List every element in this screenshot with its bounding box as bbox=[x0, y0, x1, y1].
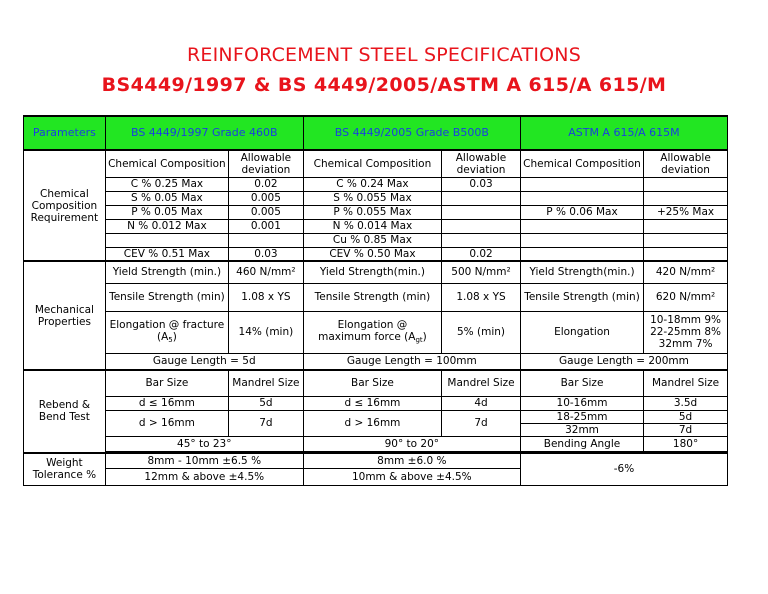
gauge-length-2: Gauge Length = 100mm bbox=[303, 353, 520, 370]
header-bs4449-2005: BS 4449/2005 Grade B500B bbox=[303, 116, 520, 150]
section-rebend: Rebend & Bend Test bbox=[24, 370, 106, 453]
elongation-value-3-line: 32mm 7% bbox=[658, 338, 713, 350]
table-cell: CEV % 0.50 Max bbox=[303, 247, 441, 261]
table-cell: 18-25mm bbox=[520, 410, 643, 423]
elongation-label-2 bbox=[303, 311, 441, 353]
table-cell bbox=[442, 219, 521, 233]
table-header-row bbox=[24, 116, 728, 150]
table-cell: 10-16mm bbox=[520, 396, 643, 410]
table-cell: 0.03 bbox=[442, 177, 521, 191]
section-mechanical: Mechanical Properties bbox=[24, 261, 106, 370]
bending-angle-label: Bending Angle bbox=[520, 436, 643, 451]
table-cell: Cu % 0.85 Max bbox=[303, 233, 441, 247]
table-cell: N % 0.012 Max bbox=[105, 219, 228, 233]
table-cell: 7d bbox=[229, 410, 304, 436]
bar-size-heading-2: Bar Size bbox=[303, 370, 441, 396]
elongation-value-3-line: 22-25mm 8% bbox=[650, 326, 722, 338]
weight-tolerance-2b: 10mm & above ±4.5% bbox=[303, 469, 520, 486]
title-line-1: REINFORCEMENT STEEL SPECIFICATIONS bbox=[187, 44, 581, 66]
table-cell: S % 0.055 Max bbox=[303, 191, 441, 205]
table-cell bbox=[520, 233, 643, 247]
table-row bbox=[24, 177, 728, 191]
elongation-symbol-open: maximum force (A bbox=[318, 330, 416, 343]
yield-strength-label-1: Yield Strength (min.) bbox=[105, 261, 228, 283]
table-row bbox=[24, 191, 728, 205]
elongation-value-3-line: 10-18mm 9% bbox=[650, 314, 722, 326]
table-row bbox=[24, 233, 728, 247]
gauge-length-1: Gauge Length = 5d bbox=[105, 353, 303, 370]
bar-size-heading-1: Bar Size bbox=[105, 370, 228, 396]
tensile-strength-value-2: 1.08 x YS bbox=[442, 283, 521, 311]
table-row bbox=[24, 205, 728, 219]
table-cell: 7d bbox=[442, 410, 521, 436]
table-row bbox=[24, 219, 728, 233]
table-cell: 0.02 bbox=[442, 247, 521, 261]
col-heading-deviation-2: Allowable deviation bbox=[442, 150, 521, 177]
elongation-value-3 bbox=[644, 311, 728, 353]
table-cell: 0.005 bbox=[229, 191, 304, 205]
col-heading-chemical-2: Chemical Composition bbox=[303, 150, 441, 177]
section-chemical: Chemical Composition Requirement bbox=[24, 150, 106, 261]
table-cell: C % 0.25 Max bbox=[105, 177, 228, 191]
mandrel-size-heading-1: Mandrel Size bbox=[229, 370, 304, 396]
table-cell bbox=[644, 247, 728, 261]
table-row bbox=[24, 247, 728, 261]
elongation-symbol-close: ) bbox=[172, 330, 177, 343]
table-cell: P % 0.05 Max bbox=[105, 205, 228, 219]
table-cell bbox=[644, 219, 728, 233]
table-cell: CEV % 0.51 Max bbox=[105, 247, 228, 261]
weight-tolerance-2a: 8mm ±6.0 % bbox=[303, 453, 520, 469]
table-cell bbox=[520, 191, 643, 205]
table-cell: 3.5d bbox=[644, 396, 728, 410]
table-row bbox=[24, 353, 728, 370]
table-row bbox=[24, 370, 728, 396]
table-cell: P % 0.06 Max bbox=[520, 205, 643, 219]
title-line-2: BS4449/1997 & BS 4449/2005/ASTM A 615/A 615/M bbox=[101, 74, 667, 96]
table-cell: d > 16mm bbox=[303, 410, 441, 436]
bend-angle-2: 90° to 20° bbox=[303, 436, 520, 451]
header-astm-a615: ASTM A 615/A 615M bbox=[520, 116, 727, 150]
col-heading-chemical-3: Chemical Composition bbox=[520, 150, 643, 177]
mandrel-size-heading-3: Mandrel Size bbox=[644, 370, 728, 396]
table-row bbox=[24, 453, 728, 469]
specifications-table bbox=[23, 115, 728, 486]
table-cell: C % 0.24 Max bbox=[303, 177, 441, 191]
col-heading-deviation-1: Allowable deviation bbox=[229, 150, 304, 177]
table-cell bbox=[520, 247, 643, 261]
yield-strength-label-2: Yield Strength(min.) bbox=[303, 261, 441, 283]
col-heading-deviation-3: Allowable deviation bbox=[644, 150, 728, 177]
table-row bbox=[24, 261, 728, 283]
tensile-strength-value-3: 620 N/mm² bbox=[644, 283, 728, 311]
table-row bbox=[24, 150, 728, 177]
header-parameters: Parameters bbox=[24, 116, 106, 150]
table-cell: 0.02 bbox=[229, 177, 304, 191]
table-cell: P % 0.055 Max bbox=[303, 205, 441, 219]
weight-tolerance-1a: 8mm - 10mm ±6.5 % bbox=[105, 453, 303, 469]
col-heading-chemical-1: Chemical Composition bbox=[105, 150, 228, 177]
table-cell: 5d bbox=[229, 396, 304, 410]
yield-strength-value-2: 500 N/mm² bbox=[442, 261, 521, 283]
header-bs4449-1997: BS 4449/1997 Grade 460B bbox=[105, 116, 303, 150]
elongation-label-1 bbox=[105, 311, 228, 353]
gauge-length-3: Gauge Length = 200mm bbox=[520, 353, 727, 370]
table-cell bbox=[442, 205, 521, 219]
table-cell bbox=[644, 191, 728, 205]
table-cell: 5d bbox=[644, 410, 728, 423]
table-cell: 0.03 bbox=[229, 247, 304, 261]
elongation-label-1-text: Elongation @ fracture bbox=[109, 318, 225, 331]
table-cell bbox=[229, 233, 304, 247]
table-cell: d > 16mm bbox=[105, 410, 228, 436]
elongation-value-2: 5% (min) bbox=[442, 311, 521, 353]
tensile-strength-label-1: Tensile Strength (min) bbox=[105, 283, 228, 311]
table-cell bbox=[442, 191, 521, 205]
bending-angle-value: 180° bbox=[644, 436, 728, 451]
table-cell: 0.005 bbox=[229, 205, 304, 219]
elongation-value-1: 14% (min) bbox=[229, 311, 304, 353]
table-cell: 0.001 bbox=[229, 219, 304, 233]
table-cell bbox=[105, 233, 228, 247]
yield-strength-value-3: 420 N/mm² bbox=[644, 261, 728, 283]
tensile-strength-label-3: Tensile Strength (min) bbox=[520, 283, 643, 311]
table-row bbox=[24, 311, 728, 353]
bend-angle-1: 45° to 23° bbox=[105, 436, 303, 451]
table-cell: +25% Max bbox=[644, 205, 728, 219]
table-cell bbox=[644, 233, 728, 247]
elongation-symbol-subscript: 5 bbox=[168, 335, 173, 344]
table-row bbox=[24, 283, 728, 311]
section-weight: Weight Tolerance % bbox=[24, 453, 106, 486]
elongation-symbol-subscript: gt bbox=[415, 335, 423, 344]
table-cell: 4d bbox=[442, 396, 521, 410]
elongation-symbol-close: ) bbox=[422, 330, 427, 343]
tensile-strength-label-2: Tensile Strength (min) bbox=[303, 283, 441, 311]
yield-strength-value-1: 460 N/mm² bbox=[229, 261, 304, 283]
table-cell: d ≤ 16mm bbox=[303, 396, 441, 410]
elongation-label-1-symbol bbox=[108, 331, 226, 346]
table-cell bbox=[520, 177, 643, 191]
table-row bbox=[24, 436, 728, 451]
weight-tolerance-3: -6% bbox=[520, 453, 727, 486]
tensile-strength-value-1: 1.08 x YS bbox=[229, 283, 304, 311]
weight-tolerance-1b: 12mm & above ±4.5% bbox=[105, 469, 303, 486]
elongation-label-2-symbol bbox=[306, 331, 439, 346]
elongation-label-2-text: Elongation @ bbox=[337, 318, 408, 331]
elongation-label-3: Elongation bbox=[520, 311, 643, 353]
table-cell bbox=[644, 177, 728, 191]
mandrel-size-heading-2: Mandrel Size bbox=[442, 370, 521, 396]
table-cell: S % 0.05 Max bbox=[105, 191, 228, 205]
table-row bbox=[24, 396, 728, 410]
yield-strength-label-3: Yield Strength(min.) bbox=[520, 261, 643, 283]
table-cell bbox=[442, 233, 521, 247]
table-cell: 32mm bbox=[520, 423, 643, 436]
table-row bbox=[24, 410, 728, 423]
table-cell: N % 0.014 Max bbox=[303, 219, 441, 233]
bar-size-heading-3: Bar Size bbox=[520, 370, 643, 396]
table-cell bbox=[520, 219, 643, 233]
table-cell: d ≤ 16mm bbox=[105, 396, 228, 410]
table-cell: 7d bbox=[644, 423, 728, 436]
elongation-symbol-open: (A bbox=[156, 330, 169, 343]
